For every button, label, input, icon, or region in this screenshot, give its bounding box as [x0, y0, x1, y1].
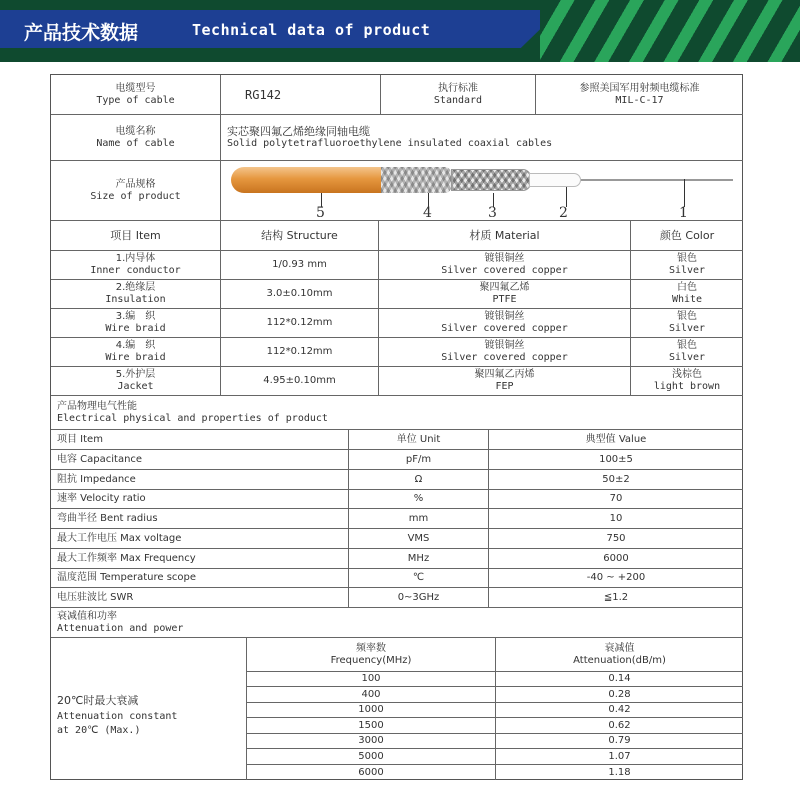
name-value-cn: 实芯聚四氟乙烯绝缘同轴电缆: [227, 124, 370, 138]
struct-color-cell: [631, 309, 743, 338]
name-label-en: Name of cable: [96, 137, 175, 149]
elec-header-unit: [349, 430, 489, 450]
insulation-layer: [529, 173, 581, 187]
table-row: [51, 280, 221, 309]
elec-item: 最大工作电压 Max voltage: [57, 532, 182, 544]
table-row: [247, 703, 496, 718]
att-value: 0.79: [608, 735, 631, 746]
elec-item: 最大工作频率 Max Frequency: [57, 552, 196, 564]
elec-unit: Ω: [414, 473, 423, 485]
data-sheet: [50, 74, 743, 780]
struct-item-cn: 4.编 织: [115, 340, 156, 351]
struct-material-en: Silver covered copper: [441, 265, 568, 276]
struct-item-cn: 2.绝缘层: [115, 282, 156, 293]
struct-color-cn: 银色: [677, 340, 697, 351]
struct-structure-cell: [221, 338, 379, 367]
outer-braid-layer: [381, 167, 451, 193]
elec-value-cell: [489, 470, 743, 490]
att-header-value-cn: 衰减值: [604, 642, 635, 654]
struct-color-cn: 银色: [677, 311, 697, 322]
att-header-freq: [247, 638, 496, 672]
electrical-section-title: [51, 396, 743, 430]
elec-unit: VMS: [407, 532, 430, 544]
elec-header-unit-text: 单位 Unit: [396, 433, 441, 445]
electrical-section-cn: 产品物理电气性能: [57, 400, 137, 412]
table-row: [247, 749, 496, 765]
elec-value-cell: [489, 588, 743, 608]
elec-unit: MHz: [407, 552, 430, 564]
callout-1: 1: [679, 205, 688, 221]
att-freq: 6000: [358, 766, 384, 778]
struct-color-cell: [631, 367, 743, 396]
table-row: [51, 338, 221, 367]
elec-value-cell: [489, 549, 743, 569]
att-value: 1.07: [608, 750, 631, 762]
elec-item: 电压驻波比 SWR: [57, 591, 134, 603]
att-header-value: [496, 638, 743, 672]
att-value-cell: [496, 765, 743, 780]
att-value: 0.14: [608, 673, 631, 684]
struct-item-en: Inner conductor: [90, 265, 181, 276]
elec-value-cell: [489, 509, 743, 529]
table-row: [51, 450, 349, 470]
elec-unit-cell: [349, 529, 489, 549]
table-row: [51, 569, 349, 588]
att-value-cell: [496, 718, 743, 734]
elec-item: 温度范围 Temperature scope: [57, 572, 197, 583]
elec-unit: mm: [408, 512, 429, 524]
struct-item-en: Wire braid: [105, 352, 166, 363]
struct-material-cn: 聚四氟乙烯: [479, 282, 530, 293]
elec-unit-cell: [349, 470, 489, 490]
struct-material-cell: [379, 338, 631, 367]
struct-item-en: Wire braid: [105, 323, 166, 334]
standard-label-en: Standard: [433, 94, 483, 106]
table-row: [247, 765, 496, 780]
struct-structure: 1/0.93 mm: [272, 259, 327, 270]
struct-color-en: Silver: [668, 352, 706, 363]
att-value: 1.18: [608, 766, 631, 778]
struct-item-en: Jacket: [117, 381, 154, 392]
struct-header-color-text: 颜色 Color: [659, 228, 715, 242]
type-label-en: Type of cable: [96, 94, 175, 106]
struct-color-en: Silver: [668, 323, 706, 334]
name-value-en: Solid polytetrafluoroethylene insulated coaxial cables: [227, 137, 553, 149]
struct-structure-cell: [221, 367, 379, 396]
size-label-cn: 产品规格: [115, 178, 156, 190]
struct-item-en: Insulation: [105, 294, 166, 305]
table-row: [51, 588, 349, 608]
standard-value-en: MIL-C-17: [615, 94, 664, 106]
attenuation-section-en: Attenuation and power: [57, 622, 184, 634]
header-banner: [0, 0, 800, 62]
struct-material-en: PTFE: [492, 294, 517, 305]
struct-item-cn: 3.编 织: [115, 311, 156, 322]
elec-header-value-text: 典型值 Value: [585, 433, 647, 445]
elec-item: 速率 Velocity ratio: [57, 493, 146, 504]
table-row: [51, 251, 221, 280]
callout-3: 3: [488, 205, 497, 221]
elec-header-item: [51, 430, 349, 450]
elec-value: ≦1.2: [603, 591, 629, 603]
struct-header-structure-text: 结构 Structure: [261, 228, 338, 242]
struct-material-en: FEP: [495, 381, 514, 392]
elec-unit: pF/m: [405, 453, 432, 465]
elec-value-cell: [489, 569, 743, 588]
attenuation-section-title: [51, 608, 743, 638]
elec-header-item-text: 项目 Item: [57, 433, 103, 445]
table-row: [51, 490, 349, 509]
standard-label-cell: [381, 75, 536, 115]
size-label-en: Size of product: [90, 190, 181, 202]
standard-value-cell: [536, 75, 743, 115]
standard-label-cn: 执行标准: [438, 82, 478, 94]
elec-value: 100±5: [599, 453, 633, 465]
struct-color-en: light brown: [653, 381, 721, 392]
struct-color-cell: [631, 280, 743, 309]
table-row: [51, 470, 349, 490]
attenuation-label-cell: [51, 638, 247, 780]
elec-item: 阻抗 Impedance: [57, 473, 136, 485]
banner-stripes: [540, 0, 800, 62]
table-row: [247, 672, 496, 687]
attenuation-label-en2: at 20℃ (Max.): [57, 725, 141, 736]
elec-value-cell: [489, 529, 743, 549]
table-row: [51, 309, 221, 338]
table-row: [247, 718, 496, 734]
struct-material-cn: 镀银铜丝: [484, 253, 525, 264]
struct-header-item-text: 项目 Item: [110, 228, 161, 242]
callout-2: 2: [559, 205, 568, 221]
type-value-cell: [221, 75, 381, 115]
name-value-cell: [221, 115, 743, 161]
type-value: RG142: [245, 87, 282, 102]
callout-line-2: [566, 187, 567, 207]
elec-item: 弯曲半径 Bent radius: [57, 512, 158, 524]
elec-unit-cell: [349, 509, 489, 529]
attenuation-label-en1: Attenuation constant: [57, 711, 178, 722]
att-freq: 100: [361, 673, 381, 684]
table-row: [51, 549, 349, 569]
elec-value-cell: [489, 450, 743, 470]
elec-value-cell: [489, 490, 743, 509]
elec-unit-cell: [349, 450, 489, 470]
struct-structure-cell: [221, 309, 379, 338]
struct-header-item: [51, 221, 221, 251]
elec-value: 10: [609, 512, 623, 524]
struct-structure: 3.0±0.10mm: [266, 288, 333, 299]
elec-value: 50±2: [602, 473, 630, 485]
elec-unit-cell: [349, 549, 489, 569]
struct-material-cell: [379, 309, 631, 338]
attenuation-label-cn: 20℃时最大衰减: [57, 694, 139, 707]
elec-unit-cell: [349, 569, 489, 588]
struct-header-material: [379, 221, 631, 251]
table-row: [51, 367, 221, 396]
type-label-cn: 电缆型号: [115, 82, 156, 94]
struct-header-color: [631, 221, 743, 251]
electrical-section-en: Electrical physical and properties of product: [57, 412, 328, 424]
elec-value: -40 ~ +200: [586, 572, 646, 583]
att-header-freq-cn: 频率数: [356, 642, 386, 654]
struct-color-en: Silver: [668, 265, 706, 276]
struct-color-cn: 浅棕色: [672, 369, 702, 380]
table-row: [51, 529, 349, 549]
att-header-value-en: Attenuation(dB/m): [573, 654, 666, 666]
att-value-cell: [496, 703, 743, 718]
struct-structure-cell: [221, 280, 379, 309]
struct-structure-cell: [221, 251, 379, 280]
struct-structure: 4.95±0.10mm: [263, 375, 336, 386]
struct-color-cn: 银色: [677, 253, 697, 264]
table-row: [247, 734, 496, 749]
att-header-freq-en: Frequency(MHz): [330, 654, 412, 666]
table-row: [51, 509, 349, 529]
table-row: [247, 687, 496, 703]
callout-line-1: [684, 179, 685, 207]
banner-title-cn: 产品技术数据: [24, 22, 139, 44]
elec-unit-cell: [349, 490, 489, 509]
attenuation-section-cn: 衰减值和功率: [57, 610, 117, 622]
att-value: 0.28: [608, 688, 631, 700]
struct-material-en: Silver covered copper: [441, 323, 568, 334]
name-label-cell: [51, 115, 221, 161]
struct-structure: 112*0.12mm: [266, 346, 333, 357]
struct-color-cn: 白色: [677, 282, 697, 293]
struct-material-cn: 镀银铜丝: [484, 311, 525, 322]
elec-value: 6000: [603, 552, 629, 564]
jacket-layer: [231, 167, 391, 193]
struct-material-cn: 镀银铜丝: [484, 340, 525, 351]
att-value-cell: [496, 749, 743, 765]
struct-item-cn: 5.外护层: [115, 369, 156, 380]
struct-header-material-text: 材质 Material: [469, 228, 540, 242]
callout-4: 4: [423, 205, 432, 221]
callout-5: 5: [316, 205, 325, 221]
standard-value-cn: 参照美国军用射频电缆标准: [579, 82, 700, 94]
att-value-cell: [496, 672, 743, 687]
att-freq: 3000: [358, 735, 384, 746]
att-freq: 1000: [358, 704, 384, 715]
struct-material-cn: 聚四氟乙丙烯: [474, 369, 535, 380]
elec-unit-cell: [349, 588, 489, 608]
att-value-cell: [496, 687, 743, 703]
elec-unit: 0~3GHz: [397, 591, 440, 603]
size-label-cell: [51, 161, 221, 221]
struct-material-cell: [379, 367, 631, 396]
struct-color-cell: [631, 251, 743, 280]
struct-material-en: Silver covered copper: [441, 352, 568, 363]
elec-unit: ℃: [412, 572, 425, 583]
struct-item-cn: 1.内导体: [115, 253, 156, 264]
inner-conductor: [581, 179, 733, 181]
struct-color-en: White: [671, 294, 703, 305]
type-label-cell: [51, 75, 221, 115]
struct-material-cell: [379, 280, 631, 309]
att-freq: 1500: [358, 719, 384, 731]
elec-header-value: [489, 430, 743, 450]
att-freq: 400: [361, 688, 381, 700]
struct-header-structure: [221, 221, 379, 251]
att-value: 0.42: [608, 704, 631, 715]
inner-braid-layer: [451, 169, 531, 191]
elec-item: 电容 Capacitance: [57, 453, 143, 465]
struct-color-cell: [631, 338, 743, 367]
elec-value: 70: [609, 493, 623, 504]
struct-material-cell: [379, 251, 631, 280]
elec-value: 750: [606, 532, 626, 544]
cable-cross-section-drawing: [221, 161, 743, 219]
att-value-cell: [496, 734, 743, 749]
name-label-cn: 电缆名称: [115, 125, 156, 137]
elec-unit: %: [413, 493, 424, 504]
att-freq: 5000: [358, 750, 384, 762]
struct-structure: 112*0.12mm: [266, 317, 333, 328]
att-value: 0.62: [608, 719, 631, 731]
banner-title-en: Technical data of product: [192, 21, 431, 39]
